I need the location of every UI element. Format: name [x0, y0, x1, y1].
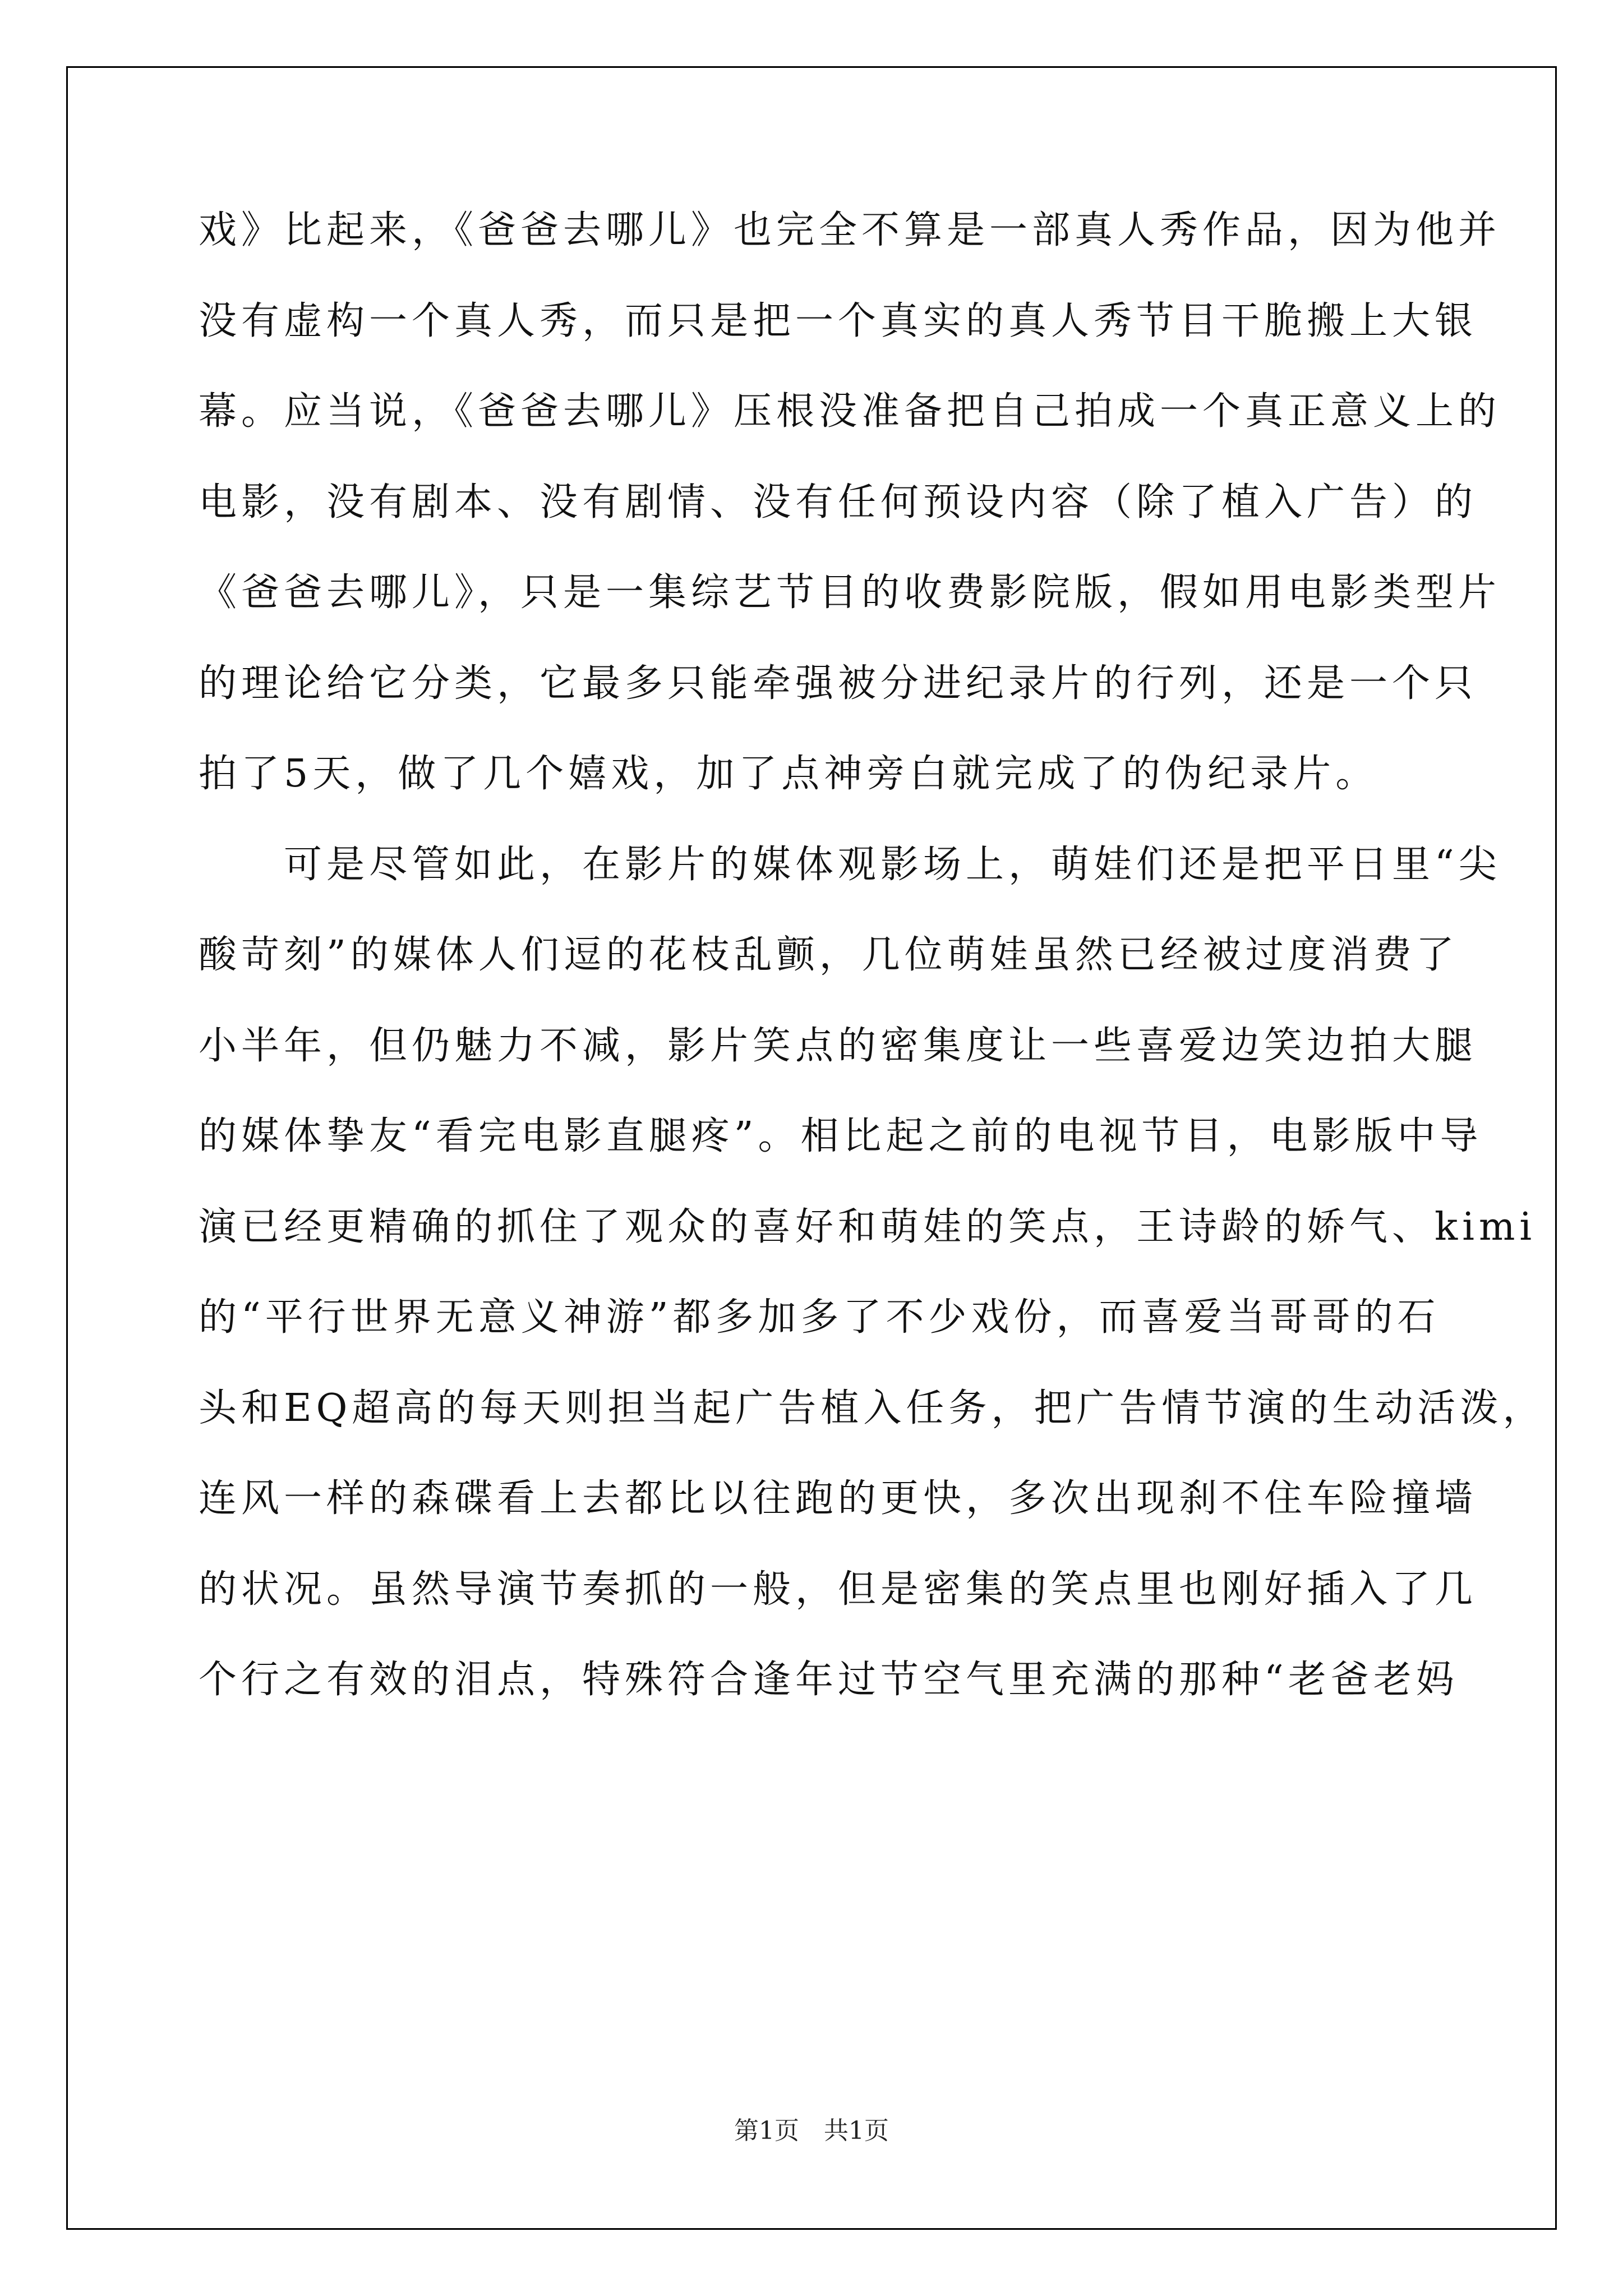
text-line: 电影，没有剧本、没有剧情、没有任何预设内容（除了植入广告）的 [199, 480, 1478, 524]
text-line: 小半年，但仍魅力不减，影片笑点的密集度让一些喜爱边笑边拍大腿 [199, 1023, 1478, 1068]
text-line: 戏》比起来，《爸爸去哪儿》也完全不算是一部真人秀作品，因为他并 [199, 208, 1501, 252]
document-body [199, 185, 1546, 1726]
text-line: 可是尽管如此，在影片的媒体观影场上，萌娃们还是把平日里“尖 [199, 842, 1501, 887]
text-line: 拍了5天，做了几个嬉戏，加了点神旁白就完成了的伪纪录片。 [199, 752, 1378, 796]
text-line: 连风一样的森碟看上去都比以往跑的更快，多次出现刹不住车险撞墙 [199, 1476, 1478, 1521]
text-line: 的“平行世界无意义神游”都多加多了不少戏份，而喜爱当哥哥的石 [199, 1295, 1440, 1340]
text-line: 头和EQ超高的每天则担当起广告植入任务，把广告情节演的生动活泼， [199, 1386, 1546, 1430]
text-line: 个行之有效的泪点，特殊符合逢年过节空气里充满的那种“老爸老妈 [199, 1658, 1459, 1702]
text-line: 《爸爸去哪儿》，只是一集综艺节目的收费影院版，假如用电影类型片 [199, 570, 1501, 615]
text-line: 酸苛刻”的媒体人们逗的花枝乱颤，几位萌娃虽然已经被过度消费了 [199, 933, 1459, 977]
text-line: 没有虚构一个真人秀，而只是把一个真实的真人秀节目干脆搬上大银 [199, 298, 1478, 343]
text-line: 的理论给它分类，它最多只能牵强被分进纪录片的行列，还是一个只 [199, 661, 1478, 706]
page-footer: 第1页 共1页 [734, 2116, 889, 2145]
text-line: 的状况。虽然导演节奏抓的一般，但是密集的笑点里也刚好插入了几 [199, 1567, 1478, 1612]
text-line: 的媒体挚友“看完电影直腿疼”。相比起之前的电视节目，电影版中导 [199, 1114, 1483, 1158]
text-line: 幕。应当说，《爸爸去哪儿》压根没准备把自己拍成一个真正意义上的 [199, 389, 1501, 434]
text-line: 演已经更精确的抓住了观众的喜好和萌娃的笑点，王诗龄的娇气、kimi [199, 1204, 1537, 1249]
